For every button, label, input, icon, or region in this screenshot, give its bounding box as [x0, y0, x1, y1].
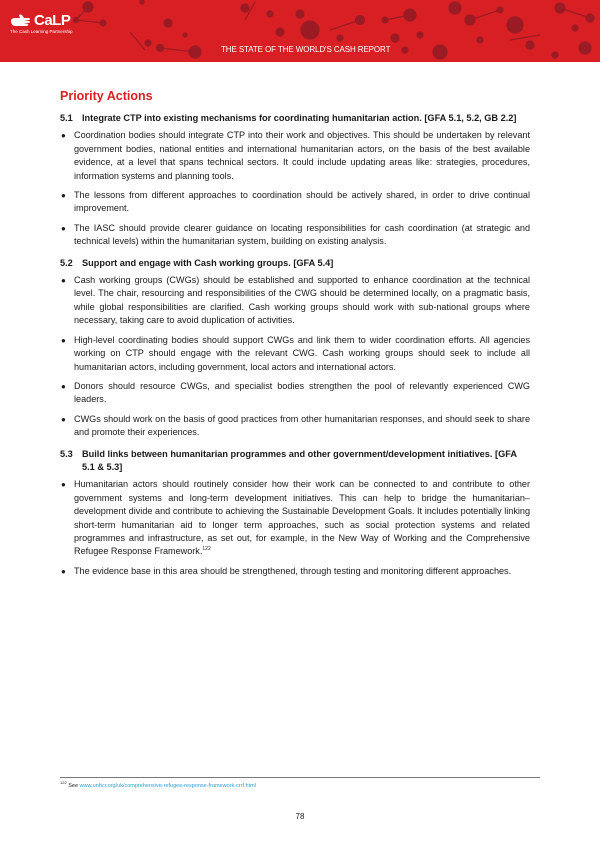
bullet-icon: ●	[61, 414, 66, 424]
list-item: ● The lessons from different approaches to coordination should be actively shared, in order to drive continual improvement.	[60, 189, 530, 216]
bullet-list	[60, 129, 530, 248]
subsection-number: 5.1	[60, 113, 73, 123]
logo-text: CaLP	[34, 12, 71, 29]
hand-logo-icon	[10, 14, 32, 28]
footnote-reference[interactable]: 122	[202, 546, 211, 553]
list-item: ● High-level coordinating bodies should support CWGs and link them to wider coordination efforts. All agencies working on CTP should engage with the relevant CWG. Cash working groups should seek to include all humanitarian actors, including government, local actors and international actors.	[60, 334, 530, 374]
subsection-number: 5.2	[60, 257, 73, 268]
list-item: ● Cash working groups (CWGs) should be established and supported to enhance coordination at the technical level. The chair, resourcing and responsibilities of the CWG should be determined locally, on a pragmatic basis, while global responsibilities are clarified. Cash working groups should work with sub-national groups where necessary, taking care to avoid duplication of activities.	[60, 274, 530, 328]
list-item: ● Coordination bodies should integrate CTP into their work and objectives. This should be undertaken by relevant government bodies, national entities and international humanitarian actors, on the basis of the best available evidence, at a level that spans technical sectors. It could include updating areas like: strategies, procedures, information systems and planning tools.	[60, 129, 530, 183]
report-header-banner	[0, 0, 600, 62]
subsection-heading	[60, 257, 530, 270]
list-item: ● The evidence base in this area should be strengthened, through testing and monitoring different approaches.	[60, 565, 530, 578]
subsection-number: 5.3	[60, 448, 73, 459]
footnote-prefix: See	[68, 782, 79, 789]
subsection-heading	[60, 448, 530, 475]
list-item: ● CWGs should work on the basis of good practices from other humanitarian responses, and should seek to share and promote their experiences.	[60, 413, 530, 440]
list-item: ● Humanitarian actors should routinely consider how their work can be connected to and contribute to other government systems and long-term development initiatives. This can help to bridge the humanitarian–development divide and contribute to achieving the Sustainable Development Goals. It includes potentially linking short-term humanitarian aid to longer term approaches, such as social protection systems and related programmes and infrastructure, as set out, for example, in the New Way of Working and the Comprehensive Refugee Response Framework.$^{122}$	[60, 478, 530, 558]
subsection-title: Integrate CTP into existing mechanisms for coordinating humanitarian action. [GFA 5.1, 5.2, GB 2.2]	[82, 113, 517, 123]
page-content	[60, 88, 530, 586]
section-heading: Priority Actions	[60, 89, 153, 103]
bullet-icon: ●	[61, 480, 66, 490]
list-item: ● The IASC should provide clearer guidance on locating responsibilities for cash coordination (at strategic and technical levels) within the humanitarian system, building on existing analysis.	[60, 222, 530, 249]
bullet-list	[60, 274, 530, 439]
subsection-title: Support and engage with Cash working groups. [GFA 5.4]	[82, 257, 334, 268]
footnote	[60, 780, 256, 789]
logo-subtitle: The Cash Learning Partnership	[10, 29, 73, 34]
bullet-icon: ●	[61, 335, 66, 345]
footnote-number: 122	[60, 780, 67, 785]
bullet-list	[60, 478, 530, 578]
bullet-icon: ●	[61, 191, 66, 201]
subsection-title: Build links between humanitarian programmes and other government/development initiatives. [GFA 5.1 & 5.3]	[82, 448, 517, 472]
bullet-icon: ●	[61, 276, 66, 286]
bullet-icon: ●	[61, 381, 66, 391]
footnote-divider	[60, 777, 540, 778]
bullet-icon: ●	[61, 223, 66, 233]
list-item: ● Donors should resource CWGs, and specialist bodies strengthen the pool of relevantly experienced CWG leaders.	[60, 380, 530, 407]
subsection-heading	[60, 112, 530, 125]
page-number: 78	[295, 812, 305, 821]
footnote-link[interactable]: www.unhcr.org/uk/comprehensive-refugee-response-framework-crrf.html	[79, 782, 256, 789]
report-title: THE STATE OF THE WORLD'S CASH REPORT	[221, 45, 391, 54]
calp-logo	[10, 12, 70, 29]
bullet-icon: ●	[61, 566, 66, 576]
bullet-icon: ●	[61, 131, 66, 141]
